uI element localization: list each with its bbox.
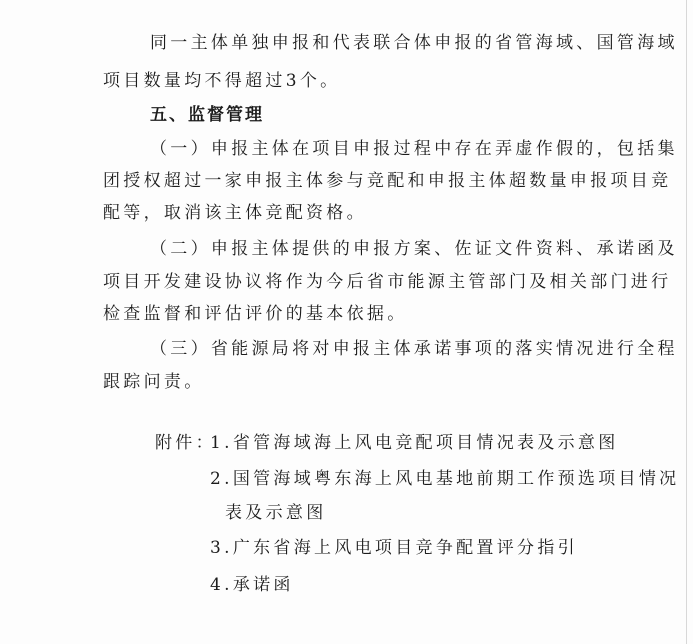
attachment-item: 3.广东省海上风电项目竞争配置评分指引 — [210, 538, 578, 558]
paragraph-line: 项目数量均不得超过3个。 — [103, 71, 341, 91]
section-heading: 五、监督管理 — [150, 105, 264, 125]
attachment-item: 1.省管海域海上风电竞配项目情况表及示意图 — [210, 433, 619, 453]
item-line: 跟踪问责。 — [103, 372, 205, 392]
item-line: （三）省能源局将对申报主体承诺事项的落实情况进行全程 — [150, 339, 678, 359]
item-line: 检查监督和评估评价的基本依据。 — [103, 304, 408, 324]
page-edge-divider — [686, 0, 687, 644]
attachment-item: 4.承诺函 — [210, 575, 294, 595]
attachments-label: 附件： — [155, 433, 216, 453]
item-line: （二）申报主体提供的申报方案、佐证文件资料、承诺函及 — [150, 239, 678, 259]
item-line: （一）申报主体在项目申报过程中存在弄虚作假的，包括集 — [150, 139, 678, 159]
item-line: 配等，取消该主体竞配资格。 — [103, 203, 367, 223]
attachment-item-continuation: 表及示意图 — [225, 503, 327, 523]
paragraph-line: 同一主体单独申报和代表联合体申报的省管海域、国管海域 — [150, 33, 678, 53]
item-line: 团授权超过一家申报主体参与竞配和申报主体超数量申报项目竞 — [103, 171, 672, 191]
attachment-item: 2.国管海域粤东海上风电基地前期工作预选项目情况 — [210, 469, 680, 489]
item-line: 项目开发建设协议将作为今后省市能源主管部门及相关部门进行 — [103, 272, 672, 292]
